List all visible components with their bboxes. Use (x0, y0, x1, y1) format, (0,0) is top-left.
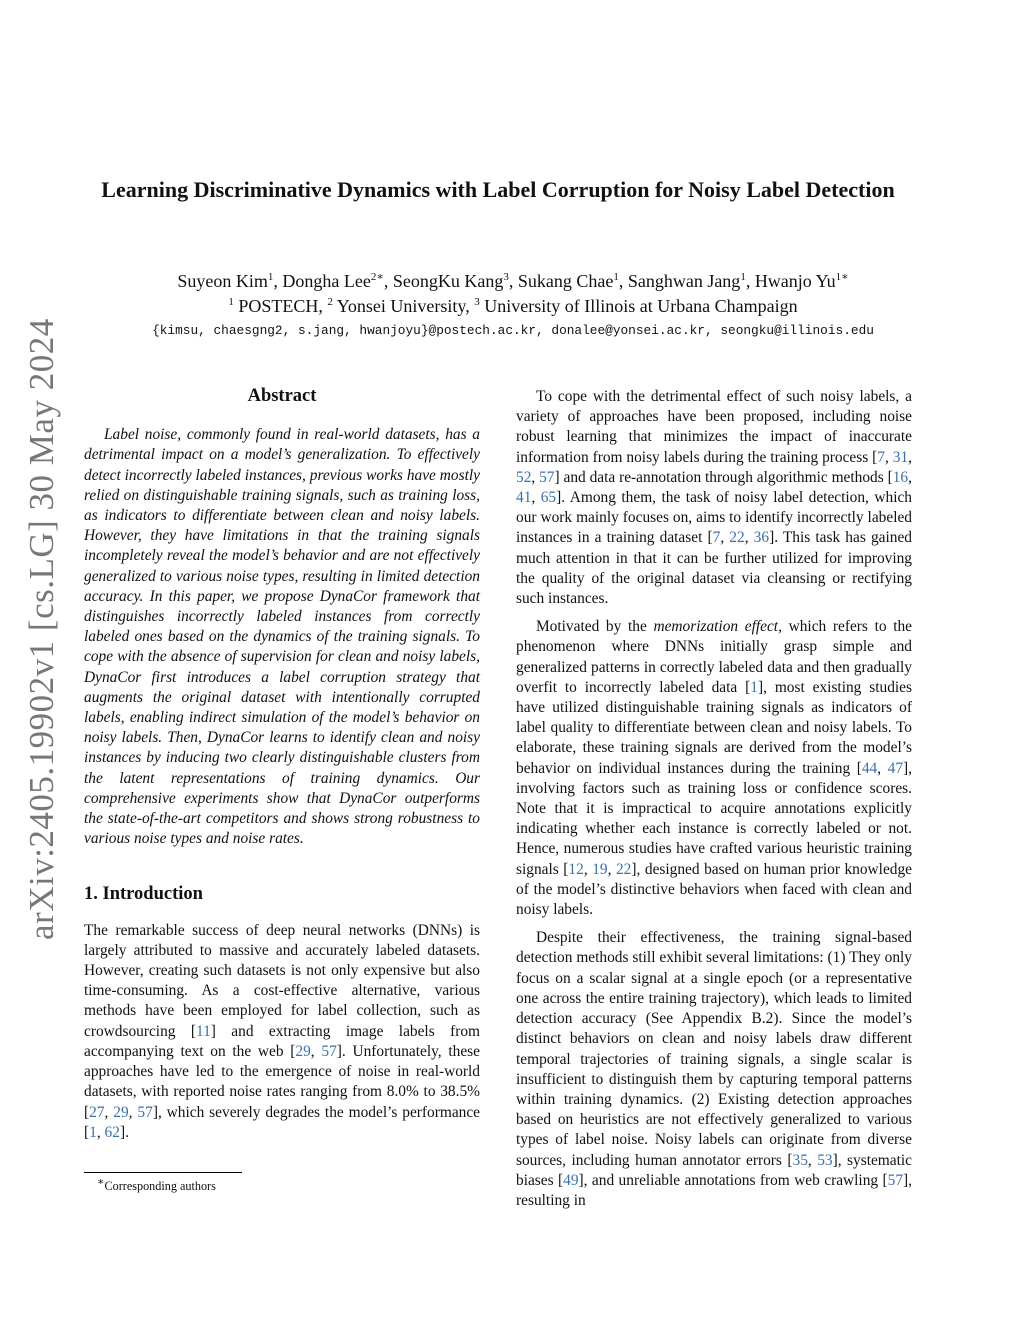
citation-link[interactable]: 7 (712, 529, 721, 547)
footnote-rule (84, 1172, 242, 1173)
footnote (97, 1175, 216, 1194)
citation-link[interactable]: 22 (729, 529, 745, 547)
footnote-mark: ∗ (97, 1175, 105, 1188)
citation-link[interactable]: 41 (516, 489, 532, 507)
affil-mark: 2 (327, 296, 333, 308)
citation-link[interactable]: 19 (592, 860, 608, 878)
author-name: Sanghwan Jang (627, 271, 741, 291)
affil-name: POSTECH, (233, 296, 328, 316)
emphasis-term: memorization effect (653, 618, 779, 636)
citation-link[interactable]: 22 (615, 860, 632, 878)
affil-mark: 3 (474, 296, 480, 308)
author-sep: , (273, 271, 283, 291)
affil-mark: 1 (228, 296, 234, 308)
affil-name: Yonsei University, (332, 296, 475, 316)
author-sep: , (508, 271, 518, 291)
citation-link[interactable]: 16 (892, 468, 909, 486)
left-column (84, 386, 480, 1143)
citation-link[interactable]: 57 (321, 1042, 337, 1060)
citation-link[interactable]: 57 (539, 468, 555, 486)
citation-link[interactable]: 7 (877, 448, 885, 466)
affil-name: University of Illinois at Urbana Champaign (479, 296, 798, 316)
citation-link[interactable]: 1 (750, 678, 758, 696)
right-column (516, 387, 912, 1211)
author-sep: , (383, 271, 393, 291)
citation-link[interactable]: 36 (753, 529, 770, 547)
citation-link[interactable]: 57 (137, 1103, 153, 1121)
author-affil-mark: 1 (613, 271, 619, 283)
author-name: Dongha Lee (282, 271, 371, 291)
citation-link[interactable]: 29 (113, 1103, 129, 1121)
abstract-body: Label noise, commonly found in real-world datasets, has a detrimental impact on a model’s generalization. To effectively detect incorrectly labeled instances, previous works have mostly relied on distinguishable training signals, such as training loss, as indicators to differentiate between clean and noisy labels. However, they have limitations in that the training signals incompletely reveal the model’s behavior and are not effectively generalized to various noise types, resulting in limited detection accuracy. In this paper, we propose DynaCor framework that distinguishes incorrectly labeled instances from correctly labeled ones based on the dynamics of the training signals. To cope with the absence of supervision for clean and noisy labels, DynaCor first introduces a label corruption strategy that augments the original dataset with intentionally corrupted labels, enabling indirect simulation of the model’s behavior on noisy labels. Then, DynaCor learns to identify clean and noisy instances by inducing two clearly distinguishable clusters from the latent representations of training dynamics. Our comprehensive experiments show that DynaCor outperforms the state-of-the-art competitors and shows strong robustness to various noise types and noise rates. (84, 426, 480, 848)
author-sep: , (745, 271, 755, 291)
abstract-heading: Abstract (247, 386, 317, 406)
citation-link[interactable]: 35 (792, 1151, 808, 1169)
citation-link[interactable]: 62 (104, 1123, 120, 1141)
author-affil-mark: 3 (503, 271, 509, 283)
citation-link[interactable]: 1 (89, 1123, 97, 1141)
author-name: Sukang Chae (517, 271, 614, 291)
citation-link[interactable]: 53 (817, 1151, 833, 1169)
citation-link[interactable]: 31 (892, 448, 909, 466)
author-affil-mark: 2∗ (370, 271, 384, 283)
citation-link[interactable]: 57 (887, 1171, 904, 1189)
citation-link[interactable]: 52 (516, 468, 532, 486)
author-sep: , (618, 271, 628, 291)
citation-link[interactable]: 49 (563, 1171, 579, 1189)
author-name: Hwanjo Yu (754, 271, 836, 291)
footnote-text: Corresponding authors (104, 1179, 216, 1193)
citation-link[interactable]: 29 (295, 1042, 311, 1060)
author-affil-mark: 1∗ (835, 271, 849, 283)
intro-paragraph-3: Motivated by the memorization effect, which refers to the phenomenon where DNNs initially grasp simple and generalized patterns in correctly labeled data and then gradually overfit to incorrectly labeled data [1], most existing studies have utilized distinguishable training signals as indicators of label quality to differentiate between clean and noisy labels. To elaborate, these training signals are derived from the model’s behavior on individual instances during the training [44, 47], involving factors such as training loss or confidence scores. Note that it is impractical to acquire annotations explicitly indicating whether each instance is correctly labeled or not. Hence, numerous studies have crafted various heuristic training signals [12, 19, 22], designed based on human prior knowledge of the model’s distinctive behaviors when faced with clean and noisy labels. (516, 618, 913, 919)
citation-link[interactable]: 11 (195, 1022, 211, 1040)
citation-link[interactable]: 44 (861, 759, 878, 777)
author-affil-mark: 1 (267, 271, 274, 283)
author-emails: {kimsu, chaesgng2, s.jang, hwanjoyu}@postech.ac.kr, donalee@yonsei.ac.kr, seongku@illinois.edu (152, 323, 874, 338)
author-affil-mark: 1 (740, 271, 746, 283)
intro-paragraph-4: Despite their effectiveness, the training signal-based detection methods still exhibit several limitations: (1) They only focus on a scalar signal at a single epoch (or a representative one across the entire training trajectory), which leads to limited detection accuracy (See Appendix B.2). Since the model’s distinct behaviors on clean and noisy labels draw different temporal trajectories of training signals, a single scalar is insufficient to distinguish them by capturing temporal patterns within training dynamics. (2) Existing detection approaches based on heuristics are not effectively generalized to various types of label noise. Noisy labels can originate from diverse sources, including human annotator errors [35, 53], systematic biases [49], and unreliable annotations from web crawling [57], resulting in (516, 929, 912, 1209)
citation-link[interactable]: 65 (540, 489, 557, 507)
introduction-heading: 1. Introduction (84, 884, 203, 905)
author-name: Suyeon Kim (177, 271, 268, 291)
intro-paragraph-1: The remarkable success of deep neural networks (DNNs) is largely attributed to massive and accurately labeled datasets. However, creating such datasets is not only expensive but also time-consuming. As a cost-effective alternative, various methods have been employed for label collection, such as crowdsourcing [11] and extracting image labels from accompanying text on the web [29, 57]. Unfortunately, these approaches have led to the emergence of noise in real-world datasets, with reported noise rates ranging from 8.0% to 38.5% [27, 29, 57], which severely degrades the model’s performance [1, 62]. (84, 921, 481, 1141)
author-name: SeongKu Kang (392, 271, 504, 291)
author-list (60, 270, 966, 293)
arxiv-identifier: arXiv:2405.19902v1 [cs.LG] 30 May 2024 (22, 318, 61, 940)
citation-link[interactable]: 47 (887, 759, 904, 777)
paper-title: Learning Discriminative Dynamics with Label Corruption for Noisy Label Detection (101, 177, 895, 202)
affiliation-list (60, 295, 966, 318)
citation-link[interactable]: 12 (568, 860, 584, 878)
intro-paragraph-2: To cope with the detrimental effect of such noisy labels, a variety of approaches have been proposed, including noise robust learning that minimizes the impact of inaccurate information from noisy labels during the training process [7, 31, 52, 57] and data re-annotation through algorithmic methods [16, 41, 65]. Among them, the task of noisy label detection, which our work mainly focuses on, aims to identify incorrectly labeled instances in a training dataset [7, 22, 36]. This task has gained much attention in that it can be further utilized for improving the quality of the original dataset via cleansing or rectifying such instances. (516, 388, 912, 608)
citation-link[interactable]: 27 (89, 1103, 105, 1121)
